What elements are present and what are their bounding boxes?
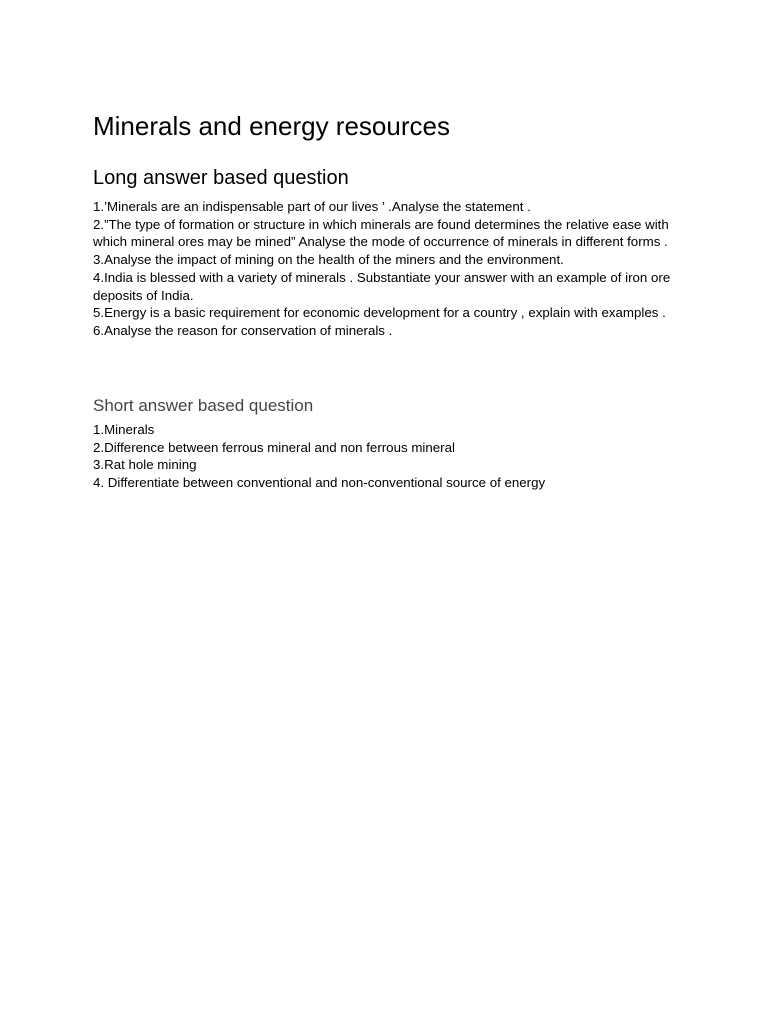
short-question-3: 3.Rat hole mining	[93, 457, 197, 473]
short-question-1: 1.Minerals	[93, 422, 155, 437]
short-question-2: 2.Difference between ferrous mineral and non ferrous mineral	[93, 439, 455, 455]
long-question-4: 4.India is blessed with a variety of minerals . Substantiate your answer with an example of iron ore deposits of India.	[93, 269, 671, 303]
short-question-4: 4. Differentiate between conventional and non-conventional source of energy	[93, 475, 546, 491]
long-answer-heading: Long answer based question	[93, 167, 349, 189]
document-title: Minerals and energy resources	[93, 111, 450, 141]
long-question-2: 2.”The type of formation or structure in which minerals are found determines the relative ease with which mineral ores may be mined” Analyse the mode of occurrence of minerals in different forms .	[93, 216, 669, 250]
long-question-5: 5.Energy is a basic requirement for economic development for a country , explain with examples .	[93, 305, 666, 321]
long-question-3: 3.Analyse the impact of mining on the health of the miners and the environment.	[93, 252, 564, 268]
long-answer-question-list	[93, 198, 683, 340]
long-question-6: 6.Analyse the reason for conservation of minerals .	[93, 322, 393, 338]
long-question-1: 1.’Minerals are an indispensable part of our lives ’ .Analyse the statement .	[93, 199, 531, 214]
short-answer-question-list	[93, 421, 683, 492]
short-answer-heading: Short answer based question	[93, 396, 314, 415]
